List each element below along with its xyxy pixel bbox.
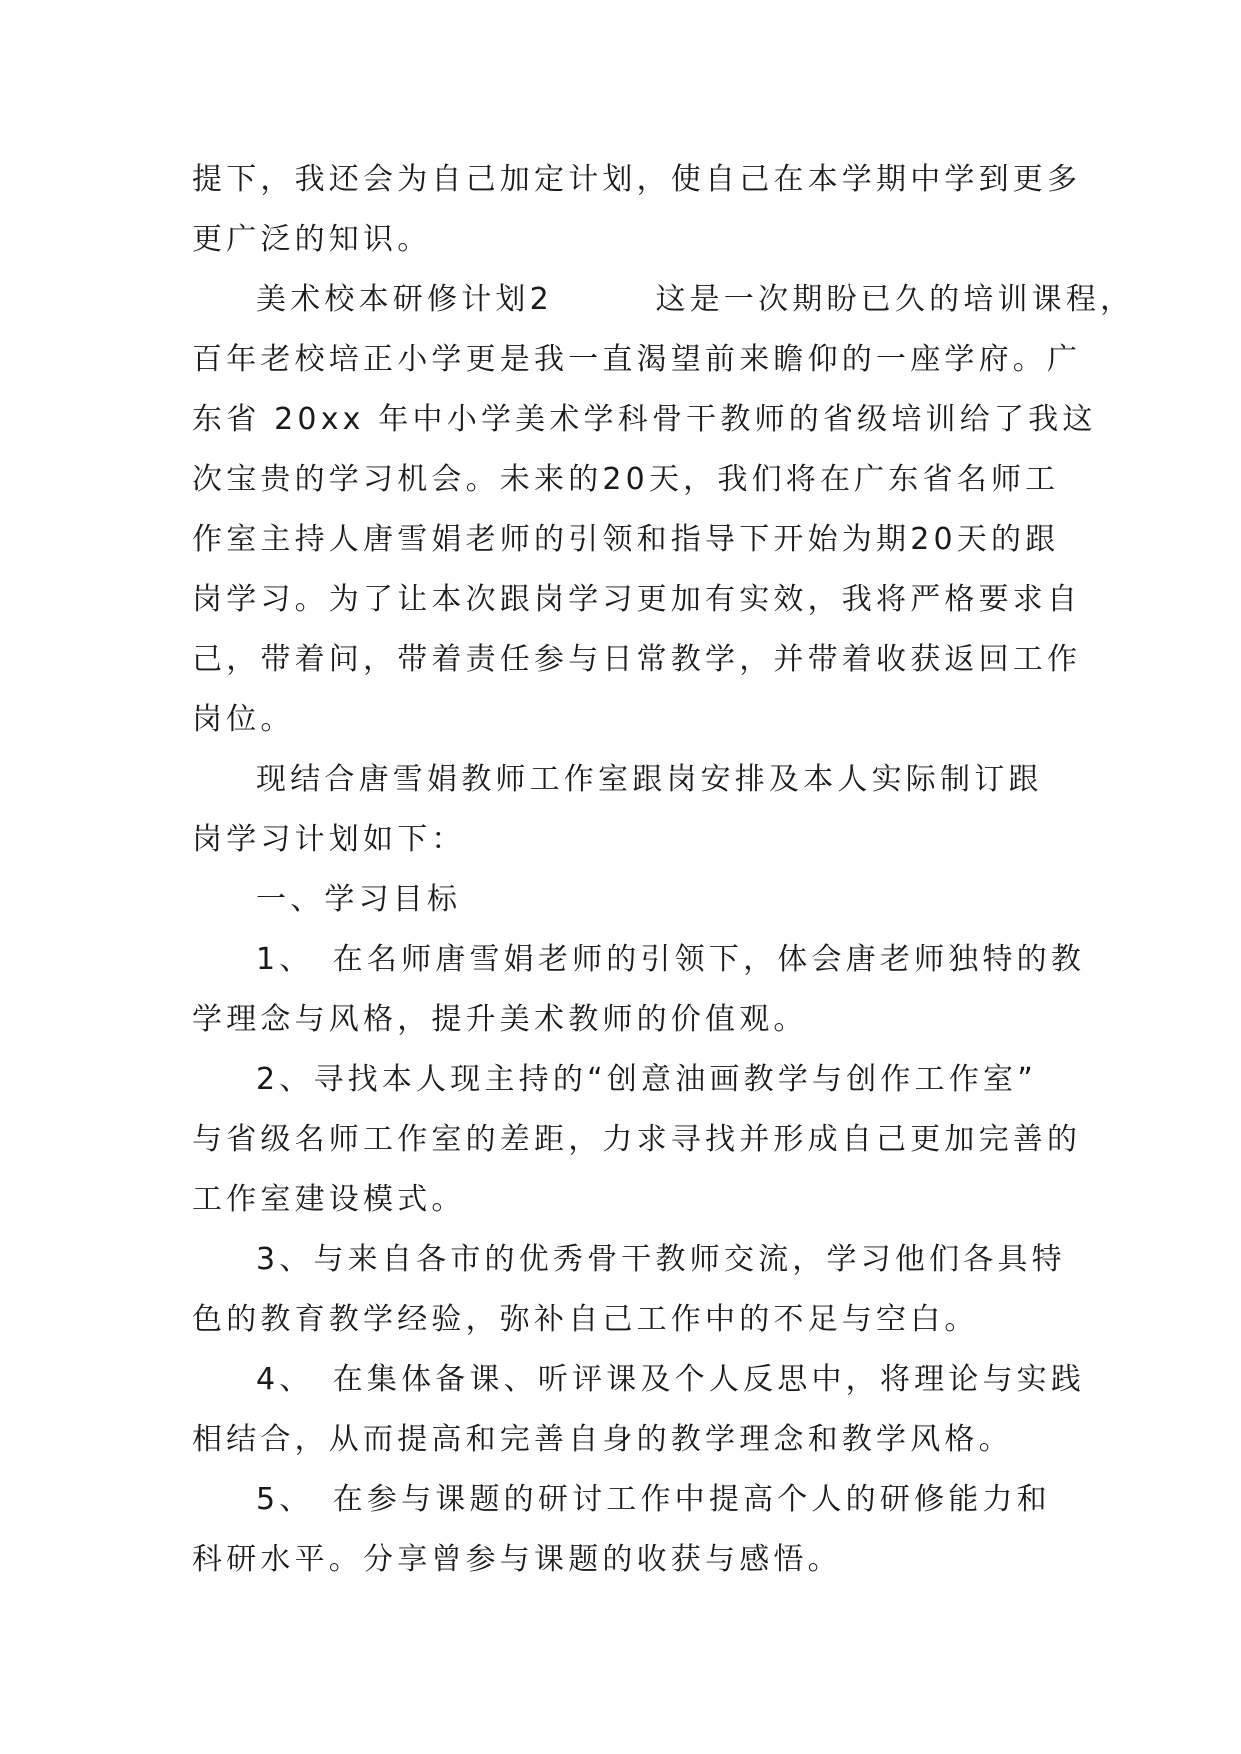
text-line: 东省 20xx 年中小学美术学科骨干教师的省级培训给了我这 bbox=[192, 402, 1097, 437]
text-line: 学理念与风格，提升美术教师的价值观。 bbox=[192, 1002, 808, 1037]
text-line: 岗学习计划如下： bbox=[192, 822, 466, 857]
text-line: 色的教育教学经验，弥补自己工作中的不足与空白。 bbox=[192, 1302, 979, 1337]
text-line: 岗学习。为了让本次跟岗学习更加有实效，我将严格要求自 bbox=[192, 582, 1082, 617]
subheading-line: 一、学习目标 bbox=[256, 882, 462, 917]
list-item-line: 5、 在参与课题的研讨工作中提高个人的研修能力和 bbox=[256, 1482, 1051, 1517]
section-heading-line: 美术校本研修计划2 这是一次期盼已久的培训课程， bbox=[256, 282, 1135, 317]
list-item-line: 4、 在集体备课、听评课及个人反思中，将理论与实践 bbox=[256, 1362, 1086, 1397]
text-line: 提下，我还会为自己加定计划，使自己在本学期中学到更多 bbox=[192, 162, 1082, 197]
document-body bbox=[192, 150, 1135, 1590]
text-line: 百年老校培正小学更是我一直渴望前来瞻仰的一座学府。广 bbox=[192, 342, 1082, 377]
list-item-line: 1、 在名师唐雪娟老师的引领下，体会唐老师独特的教 bbox=[256, 942, 1086, 977]
text-line: 更广泛的知识。 bbox=[192, 222, 432, 257]
text-line: 相结合，从而提高和完善自身的教学理念和教学风格。 bbox=[192, 1422, 1013, 1457]
text-line: 现结合唐雪娟教师工作室跟岗安排及本人实际制订跟 bbox=[256, 762, 1043, 797]
list-item-line: 2、寻找本人现主持的“创意油画教学与创作工作室” bbox=[256, 1062, 1037, 1097]
text-line: 与省级名师工作室的差距，力求寻找并形成自己更加完善的 bbox=[192, 1122, 1082, 1157]
text-line: 科研水平。分享曾参与课题的收获与感悟。 bbox=[192, 1542, 842, 1577]
list-item-line: 3、与来自各市的优秀骨干教师交流，学习他们各具特 bbox=[256, 1242, 1066, 1277]
text-line: 次宝贵的学习机会。未来的20天，我们将在广东省名师工 bbox=[192, 462, 1060, 497]
text-line: 岗位。 bbox=[192, 702, 295, 737]
text-line: 己，带着问，带着责任参与日常教学，并带着收获返回工作 bbox=[192, 642, 1082, 677]
text-line: 工作室建设模式。 bbox=[192, 1182, 466, 1217]
text-line: 作室主持人唐雪娟老师的引领和指导下开始为期20天的跟 bbox=[192, 522, 1060, 557]
